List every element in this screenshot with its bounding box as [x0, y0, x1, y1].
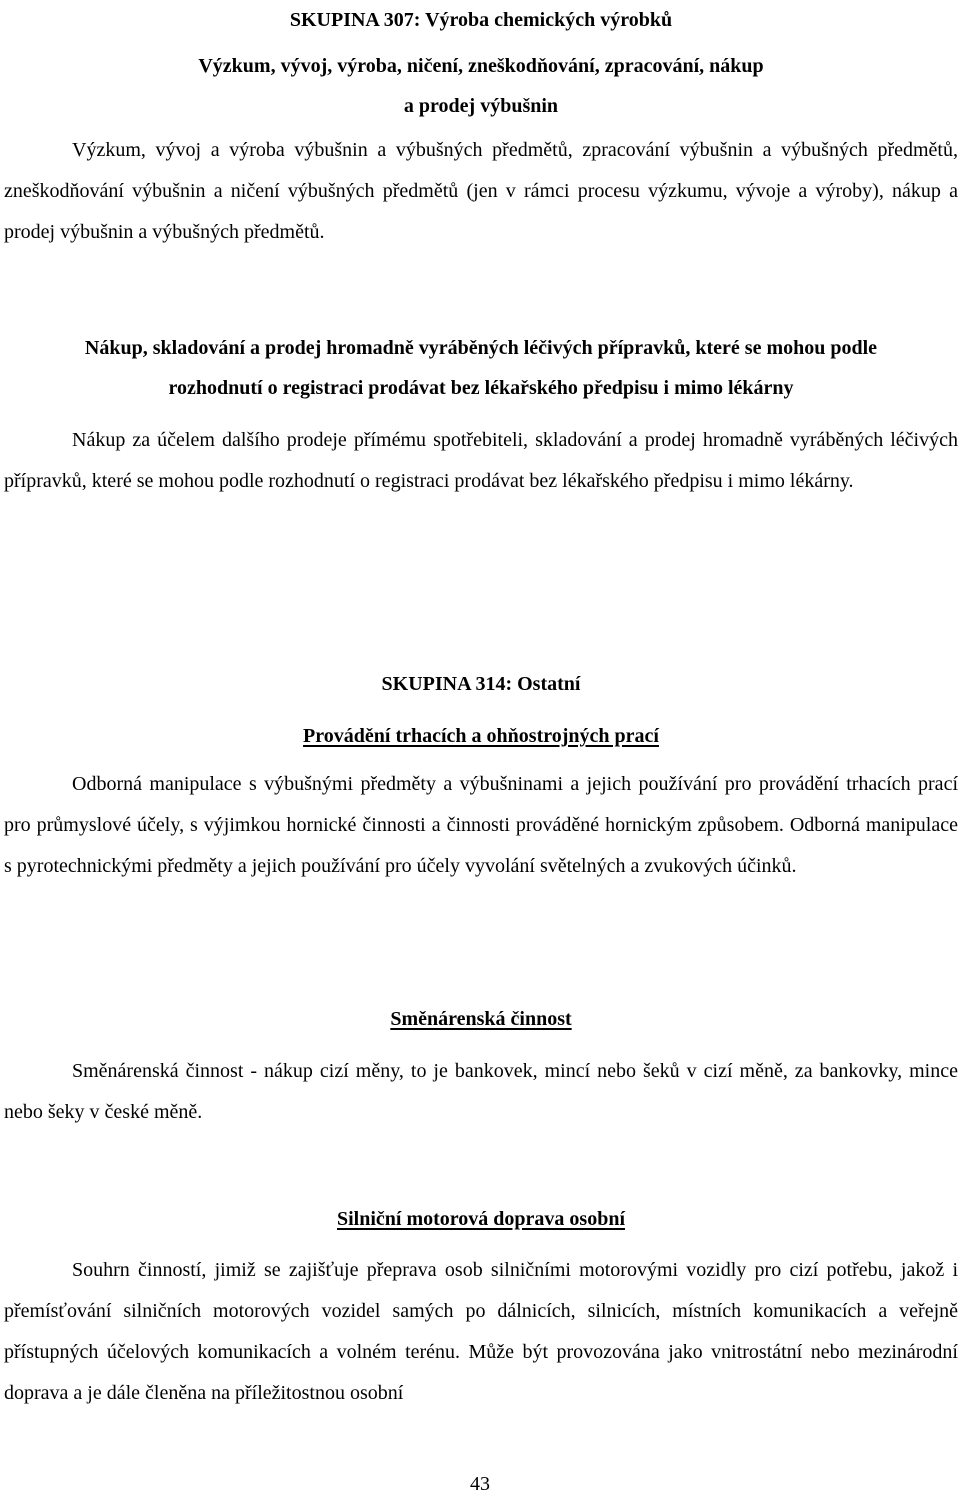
section-lecive-pripravky: [4, 328, 958, 502]
section-paragraph: Výzkum, vývoj a výroba výbušnin a výbušných předmětů, zpracování výbušnin a výbušných předmětů, zneškodňování výbušnin a ničení výbušných předmětů (jen v rámci procesu výzkumu, vývoje a výroby), nákup a prodej výbušnin a výbušných předmětů.: [4, 139, 958, 243]
section-title-line-1: Nákup, skladování a prodej hromadně vyráběných léčivých přípravků, které se mohou podle: [84, 337, 878, 359]
section-title-line-2: a prodej výbušnin: [403, 95, 559, 117]
section-skupina-307: [4, 0, 958, 253]
section-paragraph: Směnárenská činnost - nákup cizí měny, to je bankovek, mincí nebo šeků v cizí měně, za bankovky, mince nebo šeky v české měně.: [4, 1060, 958, 1123]
section-title-line-1: Výzkum, vývoj, výroba, ničení, zneškodňování, zpracování, nákup: [198, 55, 764, 77]
section-paragraph: Nákup za účelem dalšího prodeje přímému spotřebiteli, skladování a prodej hromadně vyráběných léčivých přípravků, které se mohou podle rozhodnutí o registraci prodávat bez lékařského předpisu i mimo lékárny.: [4, 429, 958, 492]
page-number: 43: [470, 1473, 490, 1495]
section-title: Provádění trhacích a ohňostrojných prací: [303, 725, 659, 747]
section-paragraph: Souhrn činností, jimiž se zajišťuje přeprava osob silničními motorovými vozidly pro cizí potřebu, jakož i přemísťování silničních motorových vozidel samých po dálnicích, silnicích, místních komunikacích a veřejně přístupných účelových komunikacích a volném terénu. Může být provozována jako vnitrostátní nebo mezinárodní doprava a je dále členěna na příležitostnou osobní: [4, 1259, 958, 1404]
group-heading: SKUPINA 307: Výroba chemických výrobků: [289, 9, 673, 31]
section-skupina-314: [4, 664, 958, 887]
section-smenarenska-cinnost: [4, 999, 958, 1133]
section-title: Silniční motorová doprava osobní: [336, 1208, 626, 1230]
group-heading: SKUPINA 314: Ostatní: [381, 673, 581, 695]
section-title: Směnárenská činnost: [390, 1008, 572, 1030]
section-paragraph: Odborná manipulace s výbušnými předměty a výbušninami a jejich používání pro provádění trhacích prací pro průmyslové účely, s výjimkou hornické činnosti a činnosti prováděné hornickým způsobem. Odborná manipulace s pyrotechnickými předměty a jejich používání pro účely vyvolání světelných a zvukových účinků.: [4, 773, 958, 877]
section-title-line-2: rozhodnutí o registraci prodávat bez lékařského předpisu i mimo lékárny: [168, 377, 794, 399]
section-silnicni-doprava: [4, 1199, 958, 1414]
